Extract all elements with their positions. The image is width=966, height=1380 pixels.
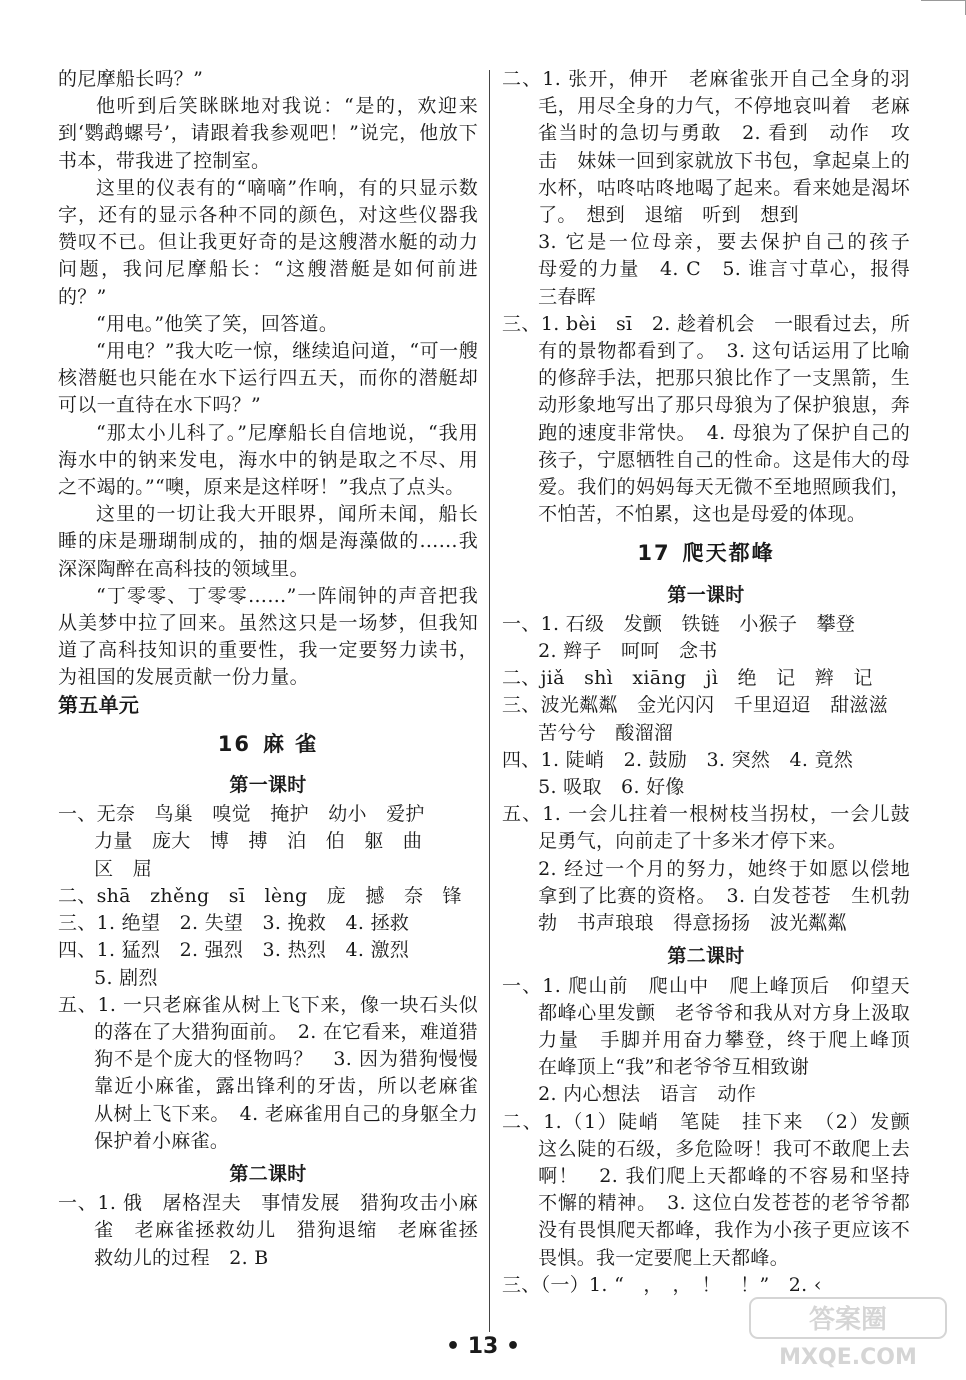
story-paragraph: “用电。”他笑了笑，回答道。: [96, 312, 339, 335]
answers-list: [502, 611, 910, 937]
unit-title: 第五单元: [58, 692, 140, 717]
column-divider: [489, 70, 490, 1332]
answer-item: [58, 801, 478, 883]
answers-list: [502, 973, 930, 1299]
lesson-title-17: [502, 540, 910, 567]
answer-line: 一、1. 俄 屠格涅夫 事情发展 猎狗攻击小麻雀 老麻雀拯救幼儿 猎狗退缩 老麻雀拯救幼儿的过程 2. B: [58, 1192, 478, 1269]
answer-line: 3. 它是一位母亲，要去保护自己的孩子 母爱的力量 4. C 5. 谁言寸草心，报得三春晖: [538, 231, 930, 308]
answer-item: [58, 883, 478, 910]
answer-item: [502, 665, 910, 692]
right-column: [502, 66, 930, 1299]
answer-line: 三、1. bèi sī 2. 趁着机会 一眼看过去，所有的景物都看到了。 3. 这句话运用了比喻的修辞手法，把那只狼比作了一支黑箭，生动形象地写出了那只母狼为了保护狼崽，奔跑的速度非常快。 4. 母狼为了保护自己的孩子，宁愿牺牲自己的性命。这是伟大的母爱。我们的妈妈每天无微不至地照顾我们，不怕苦，不怕累，这也是母爱的体现。: [502, 312, 910, 526]
answer-line: 二、1. 张开，伸开 老麻雀张开自己全身的羽毛，用尽全身的力气，不停地哀叫着 老麻雀当时的急切与勇敢 2. 看到 动作 攻击 妹妹一回到家就放下书包，拿起桌上的水杯，咕咚咕咚地喝了起来。看来她是渴坏了。 想到 退缩 听到 想到: [502, 68, 910, 227]
answer-line: 五、1. 一只老麻雀从树上飞下来，像一块石头似的落在了大猎狗面前。 2. 在它看来，难道猎狗不是个庞大的怪物吗？ 3. 因为猎狗慢慢靠近小麻雀，露出锋利的牙齿，所以老麻雀从树上飞下来。 4. 老麻雀用自己的身躯全力保护着小麻雀。: [58, 993, 478, 1152]
section-title-second-period: 第二课时: [229, 1162, 307, 1185]
answers-list: [58, 801, 478, 1155]
watermark-url: MXQE.COM: [779, 1345, 917, 1370]
answer-item: [58, 937, 478, 991]
answer-line: 二、jiǎ shì xiāng jì 绝 记 辫 记: [502, 667, 873, 690]
story-paragraph: 的尼摩船长吗？”: [58, 68, 204, 90]
answer-line: 区 屈: [94, 857, 152, 880]
answer-line: 一、无奈 鸟巢 嗅觉 掩护 幼小 爱护: [58, 803, 425, 826]
answer-line: 2. 内心想法 语言 动作: [538, 1083, 757, 1106]
answer-line: 三、波光粼粼 金光闪闪 千里迢迢 甜滋滋: [502, 694, 889, 717]
answer-line: 一、1. 石级 发颤 铁链 小猴子 攀登: [502, 612, 856, 635]
answer-line: 一、1. 爬山前 爬山中 爬上峰顶后 仰望天都峰心里发颤 老爷爷和我从对方身上汲取力量 手脚并用奋力攀登，终于爬上峰顶 在峰顶上“我”和老爷爷互相致谢: [502, 974, 930, 1079]
story-text: [58, 66, 478, 692]
answer-item: [502, 692, 910, 746]
lesson-number: 17: [637, 541, 671, 566]
answer-line: 三、（一）1. “ ， ， ！ ！” 2. ‹: [502, 1273, 822, 1296]
answer-line: 三、1. 绝望 2. 失望 3. 挽救 4. 拯救: [58, 912, 410, 935]
story-paragraph: “那太小儿科了。”尼摩船长自信地说，“我用海水中的钠来发电，海水中的钠是取之不尽、用之不竭的。”“噢，原来是这样呀！”我点了点头。: [58, 421, 478, 499]
corner-crop-mark: [921, 0, 966, 15]
answer-line: 苦兮兮 酸溜溜: [538, 721, 674, 744]
lesson-name: 爬天都峰: [682, 541, 775, 566]
story-paragraph: 这里的仪表有的“嘀嘀”作响，有的只显示数字，还有的显示各种不同的颜色，对这些仪器我赞叹不已。但让我更好奇的是这艘潜水艇的动力问题，我问尼摩船长：“这艘潜艇是如何前进的？”: [58, 176, 478, 308]
section-title-first-period: 第一课时: [229, 774, 307, 797]
answer-item: [502, 311, 910, 529]
lesson-name: 麻 雀: [262, 731, 319, 756]
answer-line: 二、shā zhěng sī lèng 庞 撼 奈 锋: [58, 884, 462, 907]
lesson-title-16: [58, 731, 478, 758]
answer-line: 力量 庞大 博 搏 泊 伯 躯 曲: [94, 830, 423, 853]
answer-item: [502, 1109, 930, 1272]
answer-line: 四、1. 陡峭 2. 鼓励 3. 突然 4. 竟然: [502, 748, 854, 771]
answer-item: [502, 801, 910, 937]
answer-line: 5. 吸取 6. 好像: [538, 776, 685, 799]
story-paragraph: 他听到后笑眯眯地对我说：“是的，欢迎来到‘鹦鹉螺号’，请跟着我参观吧！”说完，他放下书本，带我进了控制室。: [58, 95, 478, 172]
answer-line: 五、1. 一会儿拄着一根树枝当拐杖，一会儿鼓足勇气，向前走了十多米才停下来。: [502, 803, 910, 853]
answer-line: 2. 辫子 呵呵 念书: [538, 640, 718, 663]
watermark-logo: [748, 1294, 948, 1370]
answer-item: [502, 747, 910, 801]
answer-line: 四、1. 猛烈 2. 强烈 3. 热烈 4. 激烈: [58, 939, 410, 962]
left-column: [58, 66, 478, 1272]
story-paragraph: “丁零零、丁零零……”一阵闹钟的声音把我从美梦中拉了回来。虽然这只是一场梦，但我知道了高科技知识的重要性，我一定要努力读书，为祖国的发展贡献一份力量。: [58, 584, 478, 689]
section-title-second-period: 第二课时: [667, 945, 745, 968]
answers-list: [502, 66, 930, 528]
answer-line: 2. 经过一个月的努力，她终于如愿以偿地拿到了比赛的资格。 3. 白发苍苍 生机勃勃 书声琅琅 得意扬扬 波光粼粼: [538, 857, 910, 935]
section-title-first-period: 第一课时: [667, 583, 745, 606]
answer-item: [502, 973, 930, 1109]
answers-list: [58, 1190, 478, 1272]
answer-line: 5. 剧烈: [94, 966, 158, 989]
story-paragraph: 这里的一切让我大开眼界，闻所未闻，船长睡的床是珊瑚制成的，抽的烟是海藻做的……我深深陶醉在高科技的领域里。: [58, 503, 478, 580]
answer-line: 二、1.（1）陡峭 笔陡 挂下来 （2）发颤 这么陡的石级，多危险呀！我可不敢爬上去啊！ 2. 我们爬上天都峰的不容易和坚持不懈的精神。 3. 这位白发苍苍的老爷爷都没有畏惧爬天都峰，我作为小孩子更应该不畏惧。我一定要爬上天都峰。: [502, 1110, 930, 1269]
answer-item: [502, 611, 910, 665]
story-paragraph: “用电？”我大吃一惊，继续追问道，“可一艘核潜艇也只能在水下运行四五天，而你的潜艇却可以一直待在水下吗？”: [58, 340, 478, 417]
page-number: • 13 •: [445, 1334, 521, 1359]
lesson-number: 16: [217, 731, 251, 756]
watermark-title: 答案圈: [808, 1305, 888, 1335]
answer-item: [58, 910, 478, 937]
watermark-stamp: [748, 1294, 948, 1370]
answer-item: [58, 1190, 478, 1272]
answer-item: [502, 66, 930, 311]
answer-item: [58, 992, 478, 1155]
